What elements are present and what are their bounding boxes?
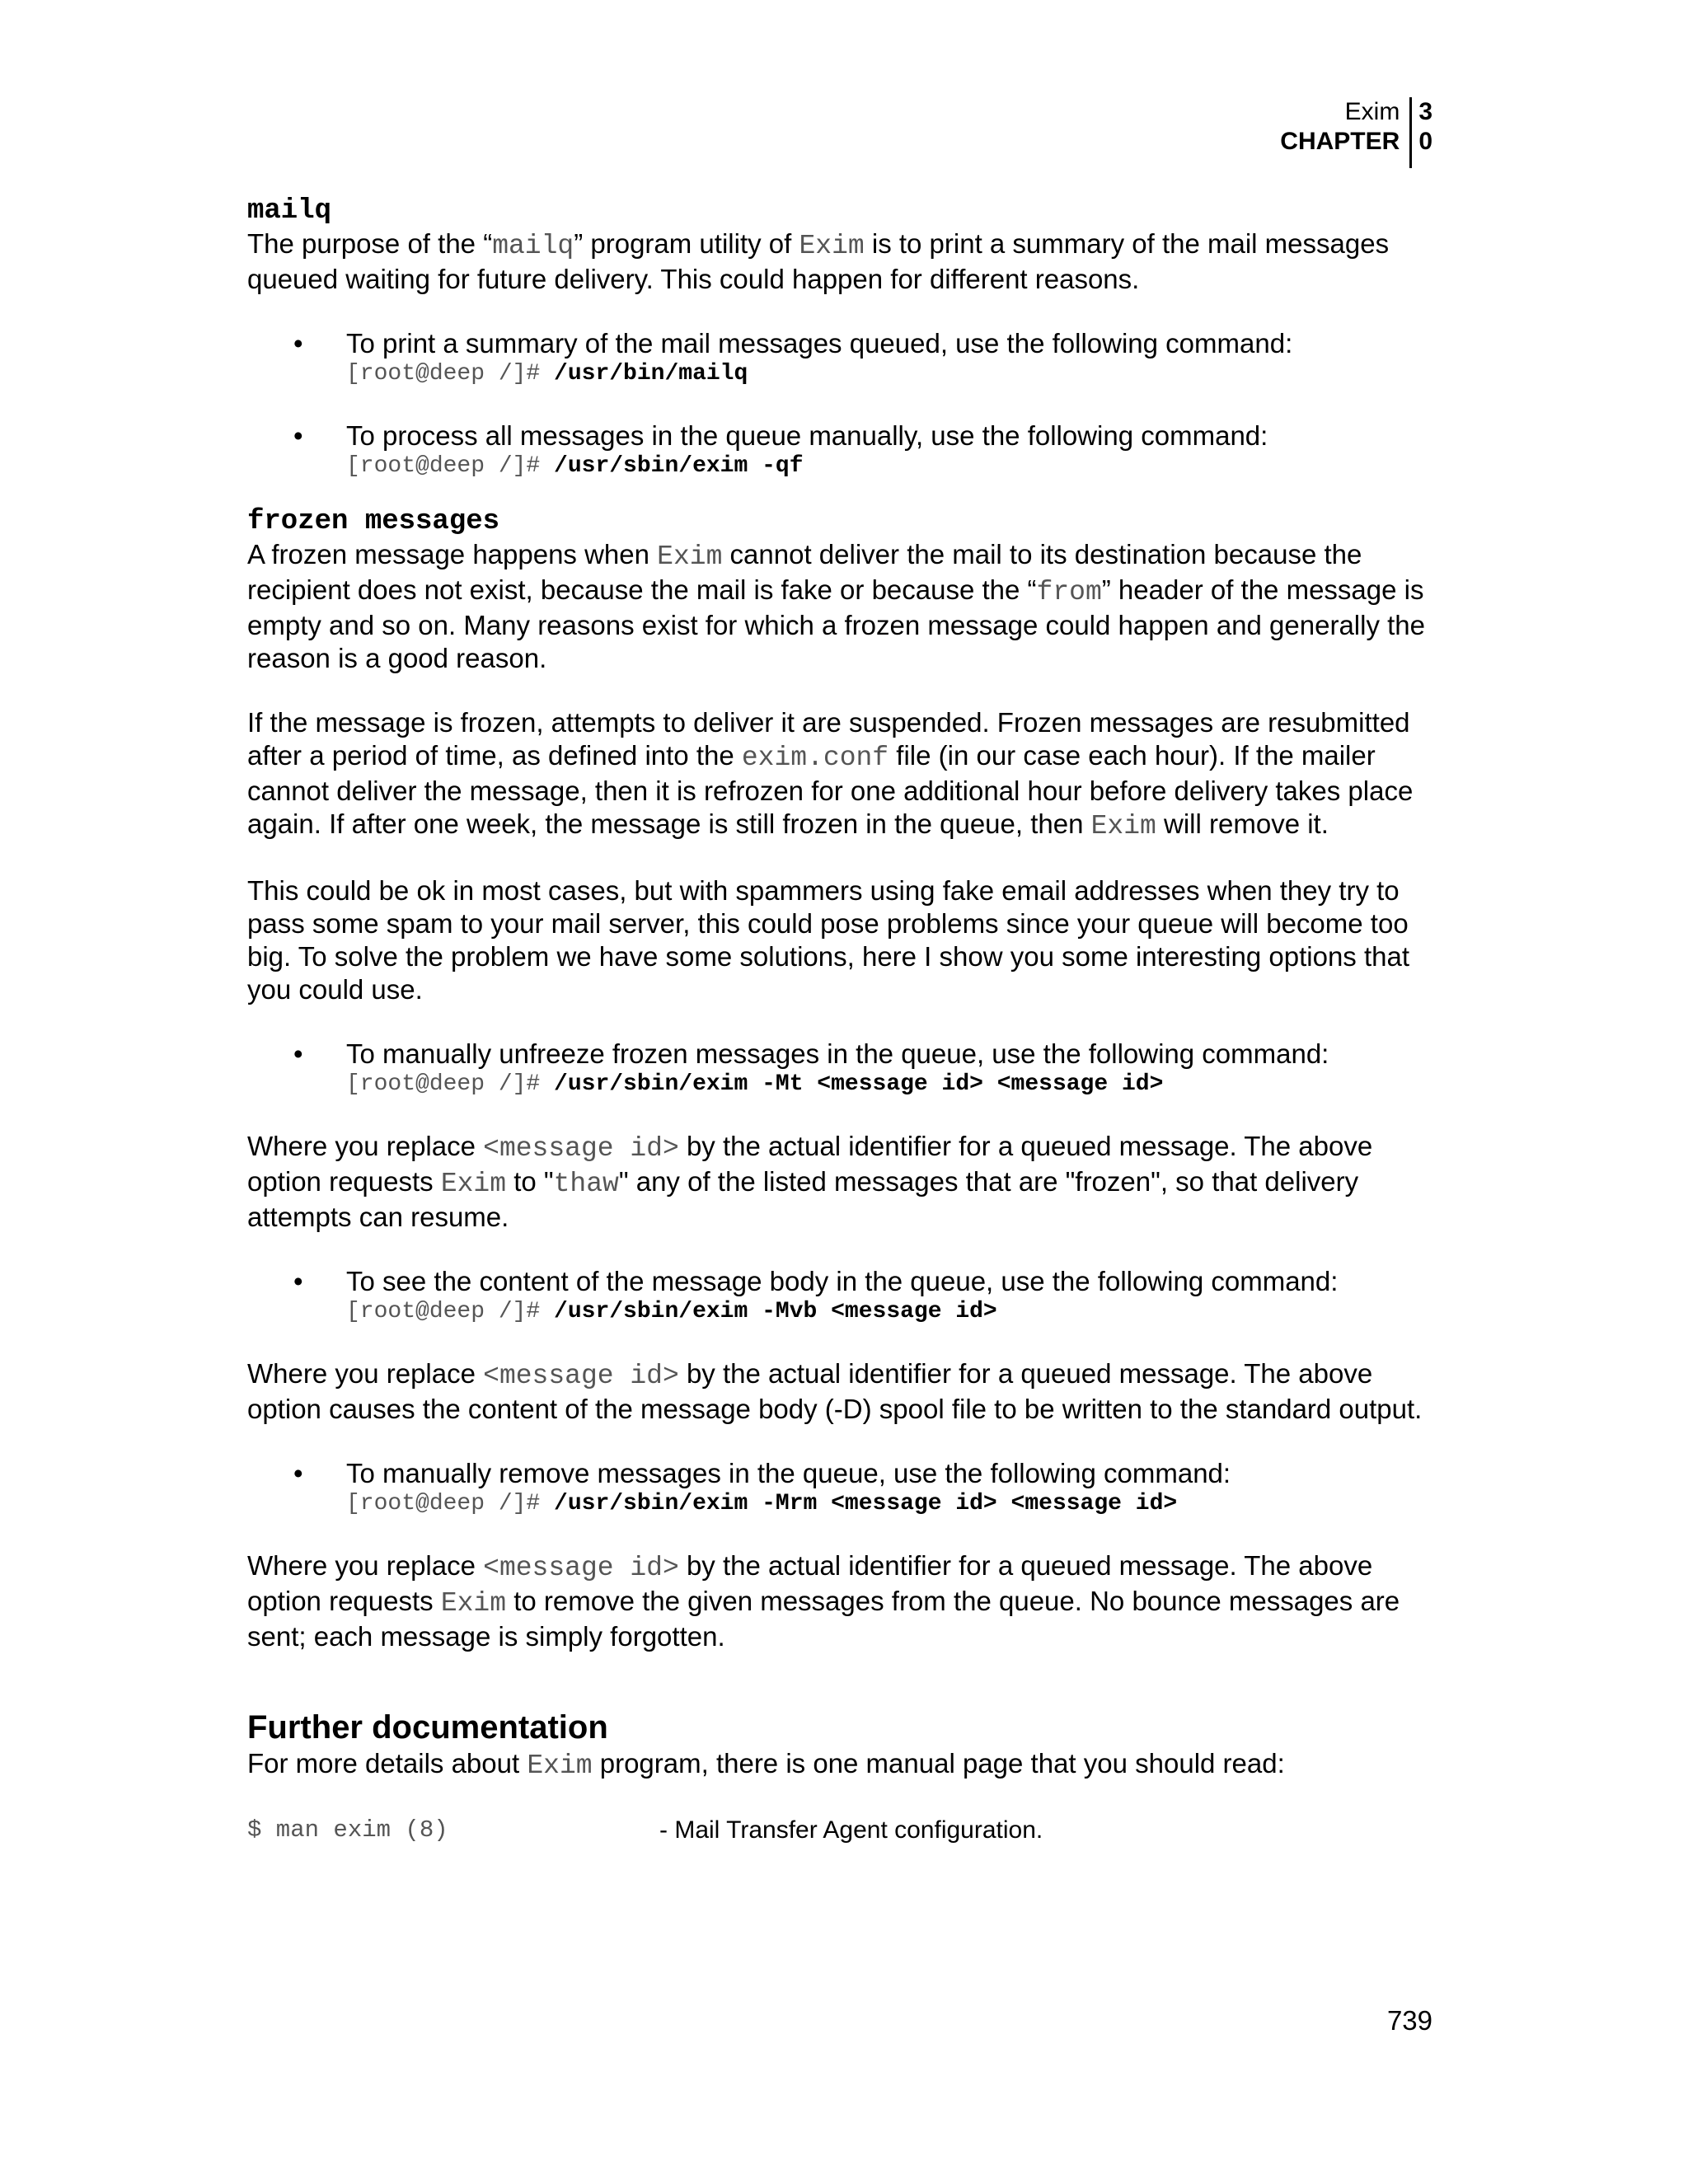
command-line: [root@deep /]# /usr/bin/mailq xyxy=(346,361,748,387)
header-text xyxy=(1280,97,1409,157)
frozen-paragraph-2: If the message is frozen, attempts to deliver it are suspended. Frozen messages are resubmitted after a period of time, as defined into the exim.conf file (in our case each hour). If the mailer cannot deliver the message, then it is refrozen for one additional hour before delivery takes place again. If after one week, the message is still frozen in the queue, then Exim will remove it. xyxy=(247,707,1414,841)
section-title-further-documentation: Further documentation xyxy=(247,1709,608,1746)
command-line: [root@deep /]# /usr/sbin/exim -Mvb <message id> xyxy=(346,1299,997,1324)
bullet-icon: • xyxy=(293,328,303,359)
header-chapter-number xyxy=(1409,97,1432,168)
bullet-text: To see the content of the message body in the queue, use the following command: xyxy=(346,1266,1339,1296)
man-description: - Mail Transfer Agent configuration. xyxy=(659,1816,1043,1844)
header-title: Exim xyxy=(1344,98,1400,125)
man-page-row xyxy=(247,1814,1434,1847)
frozen-paragraph-3: This could be ok in most cases, but with spammers using fake email addresses when they try to pass some spam to your mail server, this could pose problems since your queue will become too big. To solve the problem we have some solutions, here I show you some interesting options that you could use. xyxy=(247,875,1410,1005)
section-title-frozen: frozen messages xyxy=(247,506,500,537)
bullet-item xyxy=(247,327,1434,388)
bullet-item xyxy=(247,419,1434,480)
page-number: 739 xyxy=(1386,2005,1432,2036)
chapter-digit-2: 0 xyxy=(1418,128,1432,155)
header-chapter-label: CHAPTER xyxy=(1280,128,1400,155)
bullet-text: To process all messages in the queue manually, use the following command: xyxy=(346,420,1268,451)
page-header xyxy=(1280,97,1432,168)
mailq-paragraph: The purpose of the “mailq” program utility of Exim is to print a summary of the mail messages queued waiting for future delivery. This could happen for different reasons. xyxy=(247,228,1390,294)
frozen-paragraph-1: A frozen message happens when Exim cannot deliver the mail to its destination because the recipient does not exist, because the mail is fake or because the “from” header of the message is empty and so on. Many reasons exist for which a frozen message could happen and generally the reason is a good reason. xyxy=(247,539,1426,673)
bullet-text: To print a summary of the mail messages queued, use the following command: xyxy=(346,328,1293,359)
man-command: $ man exim (8) xyxy=(247,1816,448,1844)
inline-code: Exim xyxy=(799,231,865,261)
frozen-paragraph-4: Where you replace <message id> by the actual identifier for a queued message. The above option requests Exim to "thaw" any of the listed messages that are "frozen", so that delivery attempts can resume. xyxy=(247,1131,1373,1232)
frozen-paragraph-5: Where you replace <message id> by the actual identifier for a queued message. The above option causes the content of the message body (-D) spool file to be written to the standard output. xyxy=(247,1358,1423,1424)
bullet-item xyxy=(247,1265,1434,1326)
chapter-digit-1: 3 xyxy=(1418,98,1432,125)
bullet-text: To manually unfreeze frozen messages in the queue, use the following command: xyxy=(346,1038,1329,1069)
bullet-text: To manually remove messages in the queue, use the following command: xyxy=(346,1458,1231,1488)
bullet-item xyxy=(247,1038,1434,1099)
bullet-icon: • xyxy=(293,1038,303,1069)
section-title-mailq: mailq xyxy=(247,195,332,227)
bullet-icon: • xyxy=(293,420,303,451)
frozen-paragraph-6: Where you replace <message id> by the actual identifier for a queued message. The above option requests Exim to remove the given messages from the queue. No bounce messages are sent; each message is simply forgotten. xyxy=(247,1550,1400,1652)
bullet-item xyxy=(247,1457,1434,1518)
page-content xyxy=(247,194,1434,1847)
command-line: [root@deep /]# /usr/sbin/exim -qf xyxy=(346,453,804,479)
command-line: [root@deep /]# /usr/sbin/exim -Mrm <message id> <message id> xyxy=(346,1491,1178,1516)
bullet-icon: • xyxy=(293,1458,303,1488)
inline-code: mailq xyxy=(492,231,574,261)
command-line: [root@deep /]# /usr/sbin/exim -Mt <message id> <message id> xyxy=(346,1071,1164,1097)
further-paragraph: For more details about Exim program, there is one manual page that you should read: xyxy=(247,1748,1285,1781)
bullet-icon: • xyxy=(293,1266,303,1296)
